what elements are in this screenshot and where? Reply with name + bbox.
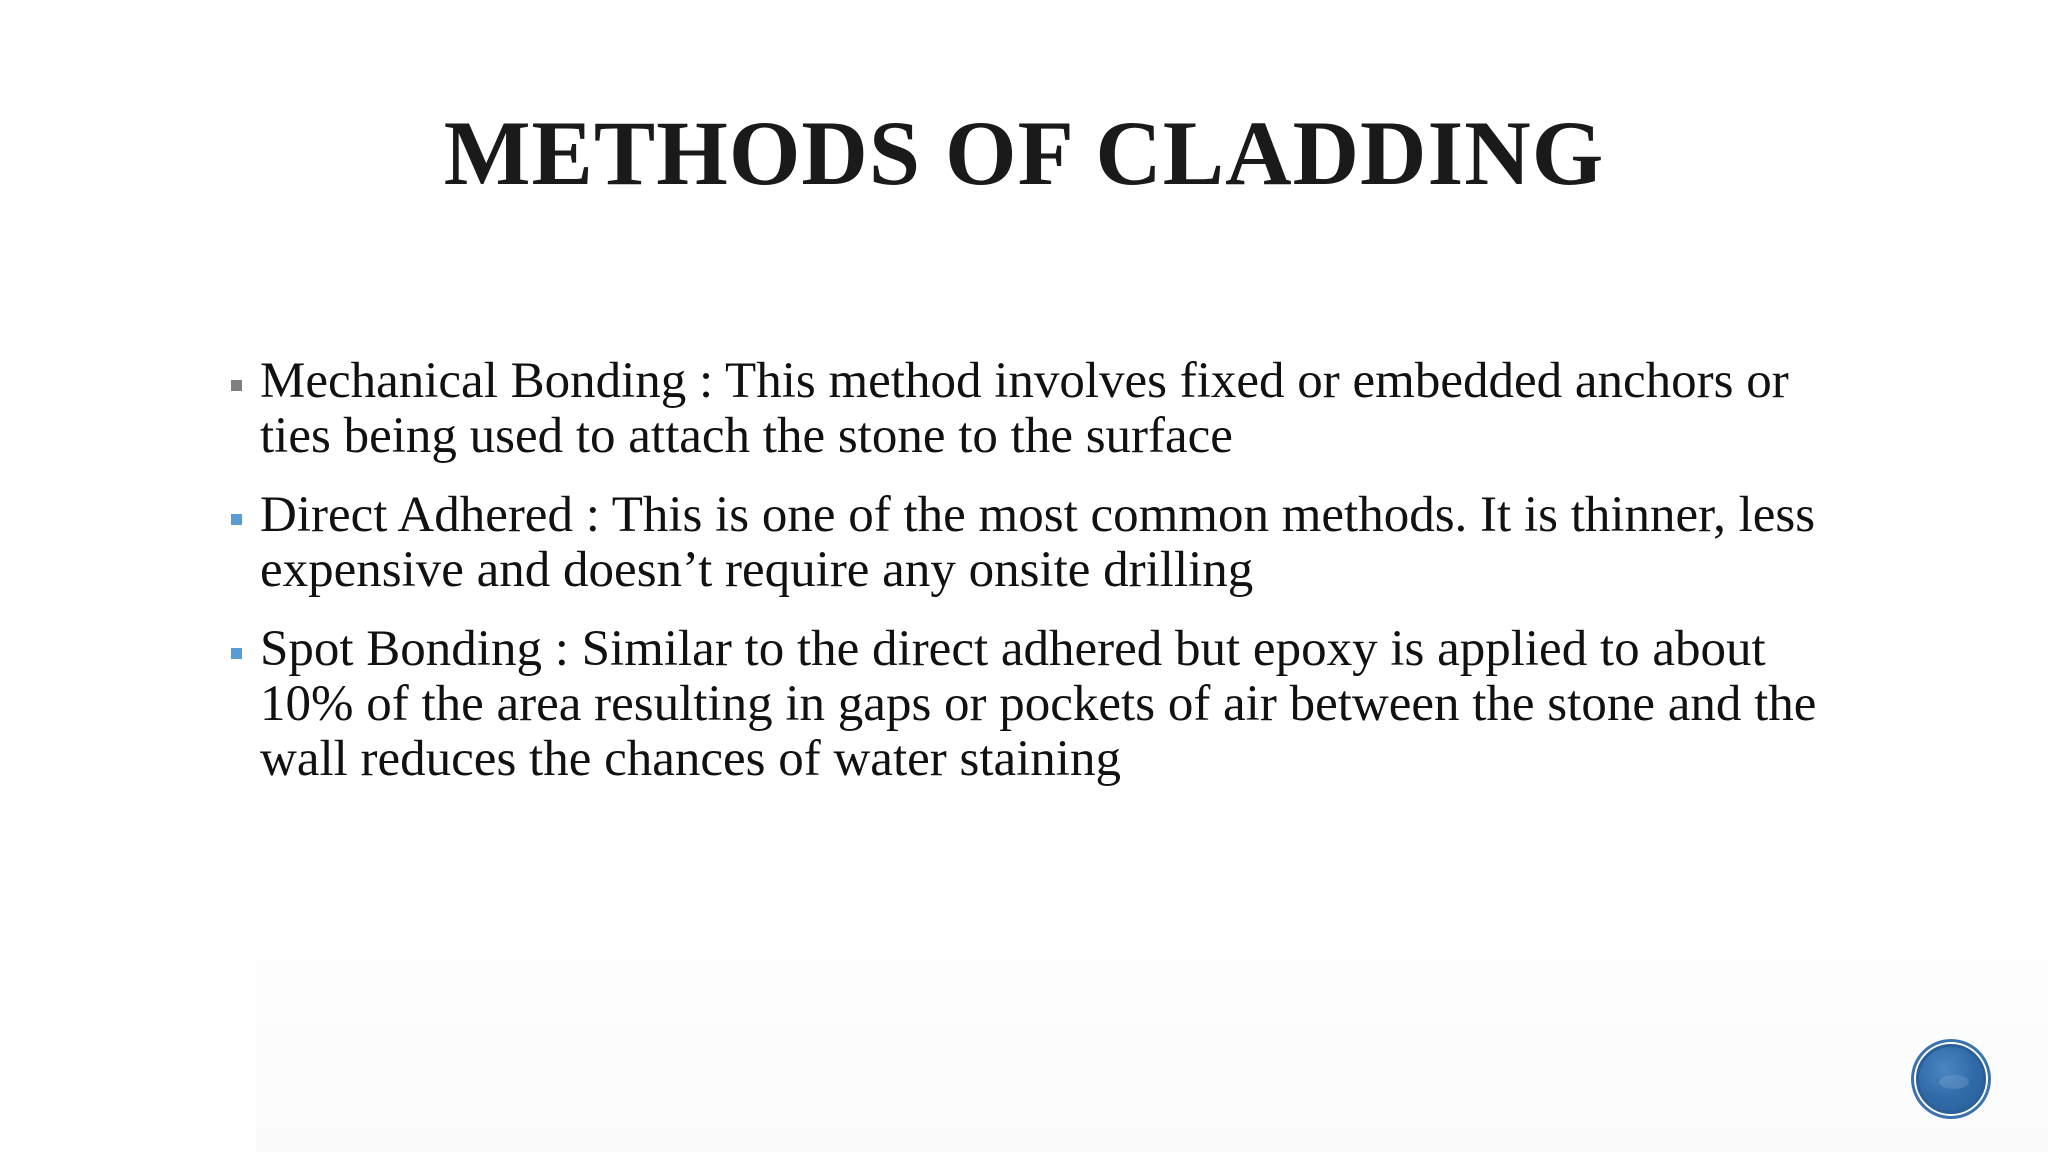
bullet-text: Direct Adhered : This is one of the most common methods. It is thinner, less expensive and doesn’t require any onsite drilling — [260, 487, 1816, 598]
square-bullet-icon — [231, 514, 242, 525]
bullet-item-direct-adhered — [229, 488, 1849, 598]
bullet-item-mechanical-bonding — [229, 354, 1849, 464]
square-bullet-icon — [231, 648, 242, 659]
background-fade — [256, 840, 2048, 1152]
circle-nav-button[interactable] — [1916, 1044, 1986, 1114]
bullet-item-spot-bonding — [229, 622, 1849, 787]
slide-title: METHODS OF CLADDING — [443, 102, 1605, 204]
bullet-text: Spot Bonding : Similar to the direct adhered but epoxy is applied to about 10% of the area resulting in gaps or pockets of air between the stone and the wall reduces the chances of water staining — [260, 621, 1817, 787]
bullet-list — [229, 354, 1849, 811]
square-bullet-icon — [231, 380, 242, 391]
bullet-text: Mechanical Bonding : This method involves fixed or embedded anchors or ties being used to attach the stone to the surface — [260, 353, 1789, 464]
